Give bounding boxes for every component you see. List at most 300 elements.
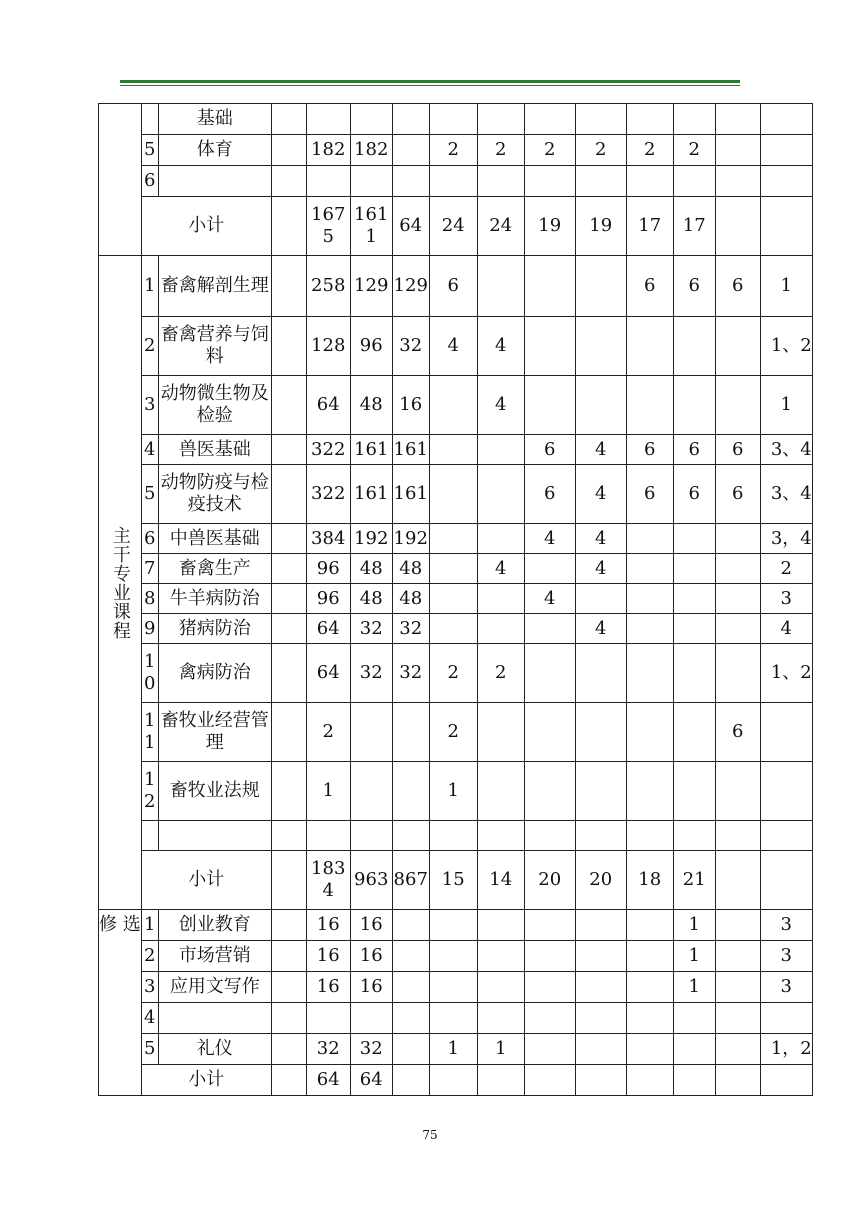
value-cell: [575, 166, 626, 197]
value-cell: 16: [350, 910, 392, 941]
value-cell: 4: [477, 376, 524, 435]
value-cell: 6: [673, 435, 715, 465]
course-name: [158, 1003, 271, 1034]
value-cell: [575, 762, 626, 821]
value-cell: [429, 614, 477, 644]
value-cell: [271, 644, 306, 703]
table-row: [99, 1003, 813, 1034]
row-index: 7: [141, 554, 158, 584]
value-cell: 2: [575, 135, 626, 166]
value-cell: 16: [350, 941, 392, 972]
value-cell: [715, 1065, 760, 1096]
value-cell: 129: [350, 256, 392, 317]
value-cell: [760, 1065, 812, 1096]
value-cell: [271, 197, 306, 256]
course-name: 牛羊病防治: [158, 584, 271, 614]
value-cell: [524, 104, 575, 135]
value-cell: 2: [626, 135, 673, 166]
value-cell: [715, 941, 760, 972]
value-cell: [673, 644, 715, 703]
value-cell: [524, 821, 575, 851]
value-cell: 4: [760, 614, 812, 644]
value-cell: [715, 614, 760, 644]
value-cell: [429, 910, 477, 941]
row-index: 9: [141, 614, 158, 644]
value-cell: [673, 703, 715, 762]
row-index: 5: [141, 135, 158, 166]
value-cell: 4: [575, 524, 626, 554]
value-cell: [350, 104, 392, 135]
value-cell: [673, 166, 715, 197]
value-cell: [524, 644, 575, 703]
value-cell: 19: [575, 197, 626, 256]
course-name: 动物防疫与检疫技术: [158, 465, 271, 524]
value-cell: 96: [306, 554, 350, 584]
table-row: [99, 524, 813, 554]
value-cell: 4: [575, 554, 626, 584]
value-cell: [306, 104, 350, 135]
value-cell: 32: [350, 614, 392, 644]
value-cell: [575, 941, 626, 972]
value-cell: 1、2: [760, 317, 812, 376]
value-cell: 32: [350, 1034, 392, 1065]
value-cell: 96: [306, 584, 350, 614]
value-cell: [673, 376, 715, 435]
value-cell: [524, 941, 575, 972]
value-cell: [271, 465, 306, 524]
value-cell: [350, 1003, 392, 1034]
row-index: 3: [141, 972, 158, 1003]
page-number: 75: [422, 1128, 438, 1142]
value-cell: [477, 762, 524, 821]
value-cell: [715, 762, 760, 821]
value-cell: [760, 821, 812, 851]
table-row: [99, 644, 813, 703]
value-cell: 2: [306, 703, 350, 762]
table-row: [99, 317, 813, 376]
value-cell: 3: [760, 941, 812, 972]
value-cell: [760, 1003, 812, 1034]
value-cell: [477, 104, 524, 135]
value-cell: 161: [392, 465, 429, 524]
value-cell: [271, 104, 306, 135]
subtotal-label: 小计: [141, 197, 271, 256]
value-cell: 161: [350, 465, 392, 524]
value-cell: 64: [306, 1065, 350, 1096]
value-cell: [575, 644, 626, 703]
value-cell: 1: [429, 762, 477, 821]
value-cell: [392, 821, 429, 851]
course-name: 畜牧业法规: [158, 762, 271, 821]
value-cell: 21: [673, 851, 715, 910]
value-cell: [271, 703, 306, 762]
value-cell: [575, 317, 626, 376]
value-cell: [524, 703, 575, 762]
value-cell: [715, 166, 760, 197]
value-cell: 6: [626, 435, 673, 465]
row-index: 5: [141, 465, 158, 524]
value-cell: [477, 465, 524, 524]
value-cell: 2: [429, 135, 477, 166]
category-cell: [99, 104, 142, 256]
row-index: 10: [141, 644, 158, 703]
value-cell: [392, 1065, 429, 1096]
value-cell: [524, 376, 575, 435]
value-cell: 6: [626, 465, 673, 524]
value-cell: [626, 910, 673, 941]
value-cell: 1，2: [760, 1034, 812, 1065]
value-cell: 4: [575, 614, 626, 644]
value-cell: 1834: [306, 851, 350, 910]
row-index: 11: [141, 703, 158, 762]
value-cell: [673, 821, 715, 851]
value-cell: 64: [306, 376, 350, 435]
table-row: [99, 376, 813, 435]
table-row: [99, 851, 813, 910]
value-cell: [477, 524, 524, 554]
value-cell: [392, 762, 429, 821]
value-cell: [524, 972, 575, 1003]
category-cell: [99, 941, 142, 1096]
value-cell: [760, 197, 812, 256]
value-cell: 161: [350, 435, 392, 465]
course-name: 畜禽解剖生理: [158, 256, 271, 317]
value-cell: 2: [429, 703, 477, 762]
value-cell: [626, 524, 673, 554]
value-cell: [271, 376, 306, 435]
value-cell: 64: [392, 197, 429, 256]
value-cell: 64: [350, 1065, 392, 1096]
value-cell: [429, 821, 477, 851]
value-cell: 867: [392, 851, 429, 910]
value-cell: 32: [392, 644, 429, 703]
value-cell: [626, 584, 673, 614]
row-index: 5: [141, 1034, 158, 1065]
value-cell: [715, 910, 760, 941]
value-cell: [760, 135, 812, 166]
value-cell: 182: [306, 135, 350, 166]
value-cell: [524, 1065, 575, 1096]
value-cell: 1: [673, 910, 715, 941]
value-cell: [271, 762, 306, 821]
value-cell: [760, 104, 812, 135]
value-cell: [392, 166, 429, 197]
value-cell: [392, 104, 429, 135]
value-cell: [673, 317, 715, 376]
value-cell: [524, 317, 575, 376]
value-cell: [477, 972, 524, 1003]
value-cell: [575, 376, 626, 435]
value-cell: [271, 317, 306, 376]
value-cell: [271, 821, 306, 851]
value-cell: 1: [760, 376, 812, 435]
value-cell: [271, 851, 306, 910]
table-row: [99, 256, 813, 317]
value-cell: 6: [626, 256, 673, 317]
table-row: [99, 104, 813, 135]
value-cell: 2: [477, 644, 524, 703]
value-cell: 322: [306, 465, 350, 524]
value-cell: [350, 762, 392, 821]
value-cell: [673, 1034, 715, 1065]
value-cell: 20: [524, 851, 575, 910]
value-cell: 3、4: [760, 465, 812, 524]
value-cell: [271, 1034, 306, 1065]
value-cell: [626, 644, 673, 703]
value-cell: [715, 317, 760, 376]
value-cell: 6: [715, 703, 760, 762]
value-cell: [477, 821, 524, 851]
value-cell: 16: [306, 941, 350, 972]
row-index: [141, 821, 158, 851]
value-cell: [271, 1003, 306, 1034]
value-cell: [626, 554, 673, 584]
value-cell: [715, 1034, 760, 1065]
value-cell: [429, 972, 477, 1003]
value-cell: [575, 1065, 626, 1096]
value-cell: 192: [392, 524, 429, 554]
table-row: [99, 1034, 813, 1065]
value-cell: 1: [306, 762, 350, 821]
value-cell: 1: [760, 256, 812, 317]
value-cell: [673, 1003, 715, 1034]
table-row: [99, 703, 813, 762]
course-name: 禽病防治: [158, 644, 271, 703]
value-cell: [271, 166, 306, 197]
value-cell: 2: [760, 554, 812, 584]
value-cell: [626, 166, 673, 197]
value-cell: [715, 851, 760, 910]
value-cell: [392, 1003, 429, 1034]
value-cell: [392, 941, 429, 972]
value-cell: [477, 166, 524, 197]
value-cell: 4: [477, 554, 524, 584]
value-cell: [392, 1034, 429, 1065]
row-index: 1: [141, 256, 158, 317]
value-cell: 1、2: [760, 644, 812, 703]
value-cell: [350, 166, 392, 197]
value-cell: 1675: [306, 197, 350, 256]
course-name: 基础: [158, 104, 271, 135]
value-cell: 4: [575, 435, 626, 465]
value-cell: 322: [306, 435, 350, 465]
value-cell: 1: [477, 1034, 524, 1065]
value-cell: 16: [350, 972, 392, 1003]
value-cell: [760, 851, 812, 910]
value-cell: [429, 465, 477, 524]
value-cell: 1: [673, 972, 715, 1003]
value-cell: 192: [350, 524, 392, 554]
value-cell: 48: [392, 584, 429, 614]
value-cell: [626, 317, 673, 376]
value-cell: 6: [673, 256, 715, 317]
course-name: 畜禽生产: [158, 554, 271, 584]
table-row: [99, 554, 813, 584]
value-cell: 3，4: [760, 524, 812, 554]
subtotal-label: 小计: [141, 851, 271, 910]
value-cell: 258: [306, 256, 350, 317]
value-cell: [575, 1003, 626, 1034]
value-cell: [392, 703, 429, 762]
value-cell: [524, 256, 575, 317]
value-cell: 4: [477, 317, 524, 376]
value-cell: 2: [429, 644, 477, 703]
course-name: 创业教育: [158, 910, 271, 941]
value-cell: [673, 554, 715, 584]
value-cell: 32: [306, 1034, 350, 1065]
value-cell: [575, 910, 626, 941]
category-elective: 修 选: [99, 910, 142, 941]
value-cell: [626, 1034, 673, 1065]
value-cell: 963: [350, 851, 392, 910]
value-cell: [524, 166, 575, 197]
value-cell: [715, 376, 760, 435]
value-cell: [626, 1003, 673, 1034]
value-cell: [760, 703, 812, 762]
value-cell: 48: [350, 584, 392, 614]
course-name: 市场营销: [158, 941, 271, 972]
value-cell: 64: [306, 644, 350, 703]
value-cell: [477, 256, 524, 317]
value-cell: [429, 376, 477, 435]
row-index: [141, 104, 158, 135]
value-cell: [524, 1034, 575, 1065]
course-name: 畜禽营养与饲料: [158, 317, 271, 376]
course-name: 中兽医基础: [158, 524, 271, 554]
value-cell: 4: [524, 584, 575, 614]
value-cell: 32: [350, 644, 392, 703]
value-cell: [392, 972, 429, 1003]
value-cell: [306, 166, 350, 197]
value-cell: [350, 703, 392, 762]
course-name: 猪病防治: [158, 614, 271, 644]
value-cell: [392, 910, 429, 941]
category-main: 主干专业课程: [99, 256, 142, 910]
value-cell: 3: [760, 972, 812, 1003]
value-cell: [575, 821, 626, 851]
value-cell: [477, 941, 524, 972]
row-index: 6: [141, 166, 158, 197]
row-index: 3: [141, 376, 158, 435]
row-index: 2: [141, 317, 158, 376]
value-cell: 32: [392, 317, 429, 376]
table-row: [99, 821, 813, 851]
header-rule-thin: [120, 85, 740, 86]
value-cell: [271, 584, 306, 614]
value-cell: 20: [575, 851, 626, 910]
value-cell: [524, 554, 575, 584]
value-cell: [271, 972, 306, 1003]
value-cell: [673, 1065, 715, 1096]
course-name: 应用文写作: [158, 972, 271, 1003]
value-cell: [271, 435, 306, 465]
value-cell: 4: [575, 465, 626, 524]
value-cell: 129: [392, 256, 429, 317]
value-cell: 48: [392, 554, 429, 584]
value-cell: [524, 614, 575, 644]
table-row: [99, 972, 813, 1003]
value-cell: [429, 554, 477, 584]
value-cell: [524, 910, 575, 941]
value-cell: [392, 135, 429, 166]
value-cell: [626, 762, 673, 821]
value-cell: [271, 941, 306, 972]
value-cell: 128: [306, 317, 350, 376]
value-cell: 4: [524, 524, 575, 554]
value-cell: 3: [760, 584, 812, 614]
value-cell: [575, 1034, 626, 1065]
value-cell: 48: [350, 554, 392, 584]
value-cell: [477, 435, 524, 465]
value-cell: [715, 104, 760, 135]
value-cell: [626, 703, 673, 762]
value-cell: [626, 1065, 673, 1096]
header-rule-thick: [120, 80, 740, 83]
value-cell: 161: [392, 435, 429, 465]
value-cell: 48: [350, 376, 392, 435]
value-cell: [575, 703, 626, 762]
value-cell: [673, 104, 715, 135]
value-cell: [477, 910, 524, 941]
value-cell: [673, 762, 715, 821]
value-cell: [477, 584, 524, 614]
value-cell: [271, 256, 306, 317]
value-cell: 15: [429, 851, 477, 910]
value-cell: [715, 197, 760, 256]
value-cell: [271, 135, 306, 166]
row-index: 4: [141, 1003, 158, 1034]
value-cell: [429, 1003, 477, 1034]
value-cell: [429, 1065, 477, 1096]
value-cell: [524, 1003, 575, 1034]
course-name: 动物微生物及检验: [158, 376, 271, 435]
value-cell: 3: [760, 910, 812, 941]
value-cell: [271, 910, 306, 941]
value-cell: 3、4: [760, 435, 812, 465]
row-index: 6: [141, 524, 158, 554]
table-row: [99, 435, 813, 465]
value-cell: [575, 104, 626, 135]
value-cell: 6: [429, 256, 477, 317]
value-cell: [271, 524, 306, 554]
value-cell: [524, 762, 575, 821]
value-cell: 96: [350, 317, 392, 376]
table-row: [99, 910, 813, 941]
value-cell: [626, 821, 673, 851]
table-row: [99, 584, 813, 614]
value-cell: [673, 614, 715, 644]
value-cell: [715, 135, 760, 166]
value-cell: [626, 376, 673, 435]
value-cell: [715, 644, 760, 703]
value-cell: 2: [477, 135, 524, 166]
value-cell: [306, 821, 350, 851]
course-name: 礼仪: [158, 1034, 271, 1065]
value-cell: [626, 972, 673, 1003]
value-cell: [477, 1065, 524, 1096]
table-row: [99, 135, 813, 166]
value-cell: [429, 941, 477, 972]
value-cell: 182: [350, 135, 392, 166]
value-cell: 6: [673, 465, 715, 524]
value-cell: [477, 614, 524, 644]
row-index: 1: [141, 910, 158, 941]
row-index: 4: [141, 435, 158, 465]
value-cell: [575, 972, 626, 1003]
value-cell: [350, 821, 392, 851]
value-cell: 1: [673, 941, 715, 972]
course-name: [158, 821, 271, 851]
